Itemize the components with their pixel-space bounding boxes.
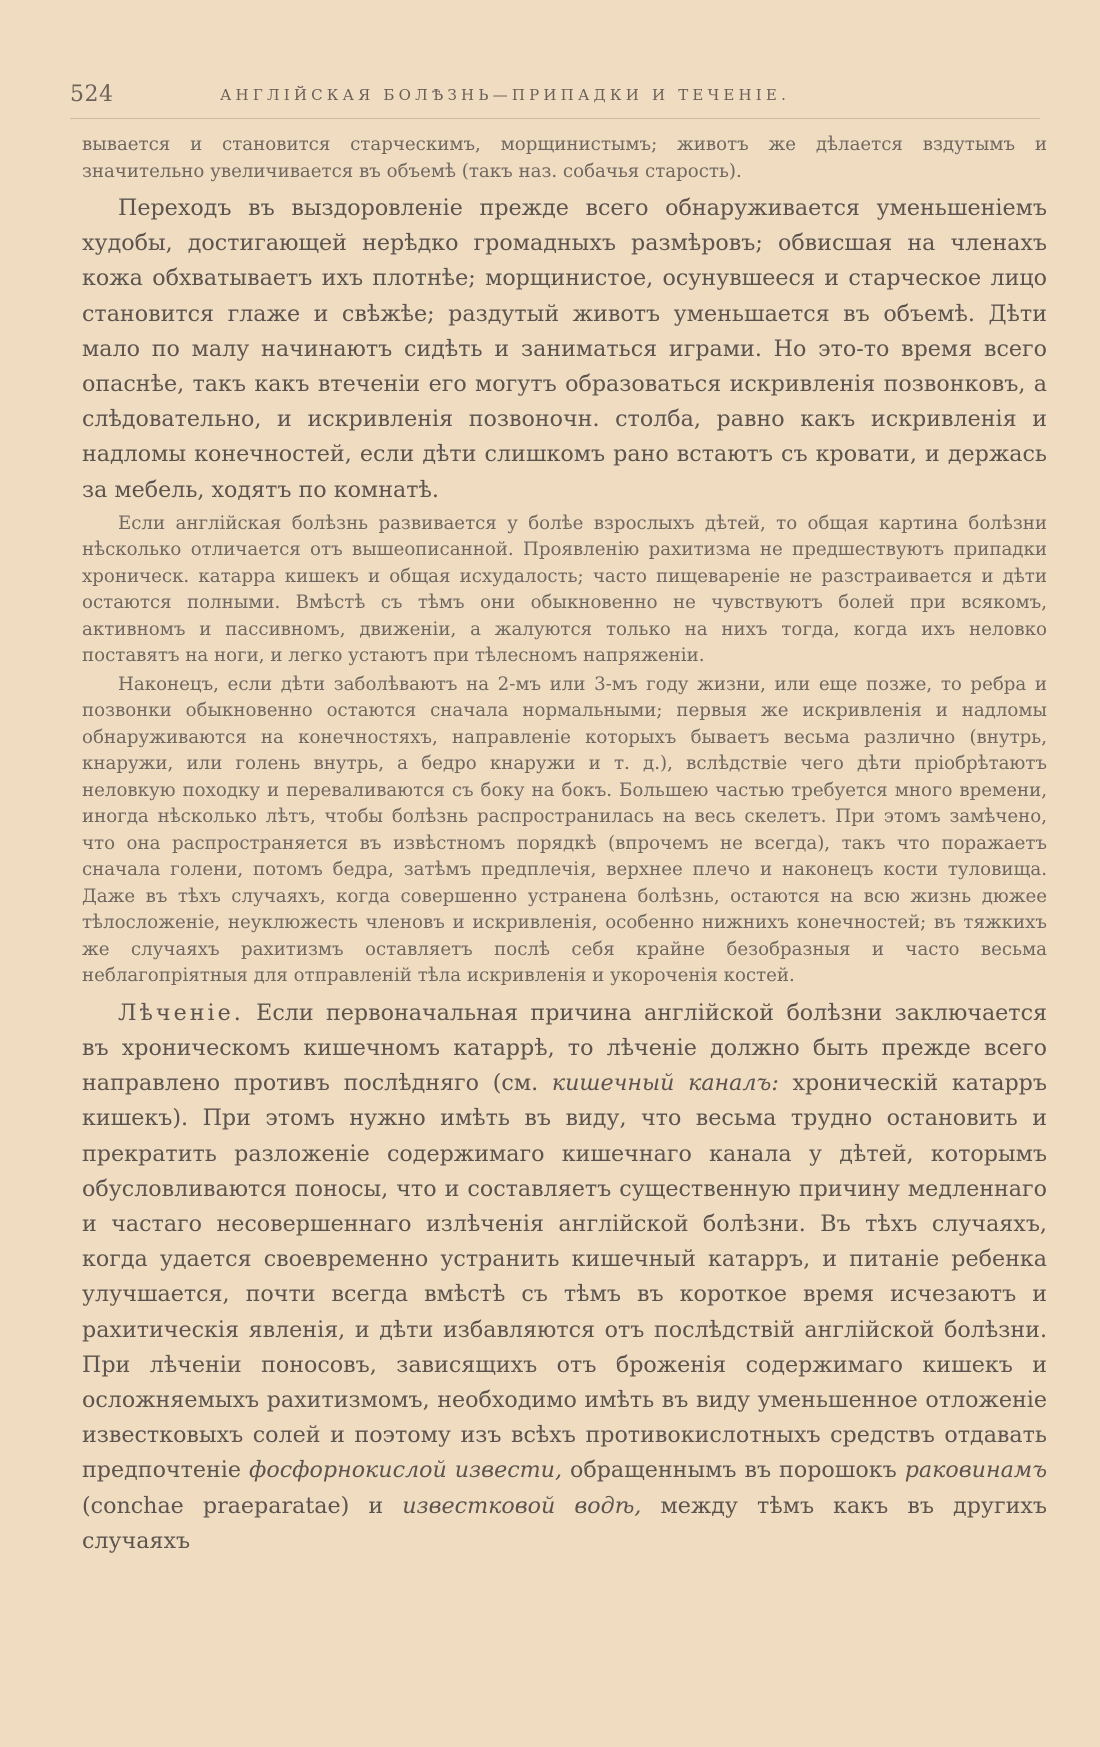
paragraph-older-children: Если англійская болѣзнь развивается у болѣе взрослыхъ дѣтей, то общая картина болѣзни нѣсколько отличается отъ вышеописанной. Проявленію рахитизма не предшествуютъ припадки хроническ. катарра кишекъ и общая исхудалость; часто пищевареніе не разстраивается и дѣти остаются полными. Вмѣстѣ съ тѣмъ они обыкновенно не чувствуютъ болей при всякомъ, активномъ и пассивномъ, движеніи, а жалуются только на нихъ тогда, когда ихъ неловко поставятъ на ноги, и легко устаютъ при тѣлесномъ напряженіи. bbox=[82, 512, 1047, 667]
page-header bbox=[70, 82, 1040, 116]
treatment-text-2: хроническій катарръ кишекъ). При этомъ нужно имѣть въ виду, что весьма трудно остановить и прекратить разложеніе содержимаго кишечнаго канала у дѣтей, которымъ обусловливаются поносы, что и составляетъ существенную причину медленнаго и частаго несовершеннаго излѣченія англійской болѣзни. Въ тѣхъ случаяхъ, когда удается своевременно устранить кишечный катарръ, и питаніе ребенка улучшается, почти всегда вмѣстѣ съ тѣмъ въ короткое время исчезаютъ и рахитическія явленія, и дѣти избавляются отъ послѣдствій англійской болѣзни. При лѣченіи поносовъ, зависящихъ отъ броженія содержимаго кишекъ и осложняемыхъ рахитизмомъ, необходимо имѣть въ виду уменьшенное отложеніе известковыхъ солей и поэтому изъ всѣхъ противокислотныхъ средствъ отдавать предпочтеніе bbox=[82, 1070, 1047, 1484]
remedy-phosphate: фосфорнокислой извести, bbox=[249, 1457, 563, 1484]
treatment-text-1: Если первоначальная причина англійской болѣзни заключается въ хроническомъ кишечномъ катаррѣ, то лѣченіе должно быть прежде всего направлено противъ послѣдняго (см. bbox=[82, 999, 1047, 1097]
running-title: АНГЛІЙСКАЯ БОЛѢЗНЬ—ПРИПАДКИ И ТЕЧЕНІЕ. bbox=[220, 86, 791, 104]
paragraph-recovery: Переходъ въ выздоровленіе прежде всего обнаруживается уменьшеніемъ худобы, достигающей нерѣдко громадныхъ размѣровъ; обвисшая на членахъ кожа обхватываетъ ихъ плотнѣе; морщинистое, осунувшееся и старческое лицо становится глаже и свѣжѣе; раздутый животъ уменьшается въ объемѣ. Дѣти мало по малу начинаютъ сидѣть и заниматься играми. Но это-то время всего опаснѣе, такъ какъ втеченіи его могутъ образоваться искривленія позвонковъ, а слѣдовательно, и искривленія позвоночн. столба, равно какъ искривленія и надломы конечностей, если дѣти слишкомъ рано встаютъ съ кровати, и держась за мебель, ходятъ по комнатѣ. bbox=[82, 195, 1047, 503]
remedy-shells: раковинамъ bbox=[904, 1457, 1047, 1484]
paragraph-continuation: вывается и становится старческимъ, морщинистымъ; животъ же дѣлается вздутымъ и значительно увеличивается въ объемѣ (такъ наз. собачья старость). bbox=[82, 134, 1047, 182]
treatment-reference: кишечный каналъ: bbox=[551, 1070, 779, 1097]
treatment-text-4: (conchae praeparatae) и bbox=[82, 1492, 403, 1519]
paragraph-late-onset: Наконецъ, если дѣти заболѣваютъ на 2-мъ или 3-мъ году жизни, или еще позже, то ребра и позвонки обыкновенно остаются сначала нормальными; первыя же искривленія и надломы обнаруживаются на конечностяхъ, направленіе которыхъ бываетъ весьма различно (внутрь, кнаружи, или голень внутрь, а бедро кнаружи и т. д.), вслѣдствіе чего дѣти пріобрѣтаютъ неловкую походку и переваливаются съ боку на бокъ. Большею частью требуется много времени, иногда нѣсколько лѣтъ, чтобы болѣзнь распространилась на весь скелетъ. При этомъ замѣчено, что она распространяется въ извѣстномъ порядкѣ (впрочемъ не всегда), такъ что поражаетъ сначала голени, потомъ бедра, затѣмъ предплечія, верхнее плечо и наконецъ кости туловища. Даже въ тѣхъ случаяхъ, когда совершенно устранена болѣзнь, остаются на всю жизнь дюжее тѣлосложеніе, неуклюжесть членовъ и искривленія, особенно нижнихъ конечностей; въ тяжкихъ же случаяхъ рахитизмъ оставляетъ послѣ себя крайне безобразныя и часто весьма неблагопріятныя для отправленій тѣла искривленія и укороченія костей. bbox=[82, 673, 1047, 987]
treatment-text-3: обращеннымъ въ порошокъ bbox=[562, 1457, 905, 1484]
remedy-lime-water: известковой водѣ, bbox=[402, 1492, 642, 1519]
header-divider bbox=[70, 118, 1040, 119]
paragraph-treatment bbox=[82, 996, 1047, 1559]
page-body bbox=[82, 132, 1047, 1559]
treatment-text-5: между тѣмъ какъ въ другихъ случаяхъ bbox=[82, 1492, 1047, 1554]
treatment-heading: Лѣченіе. bbox=[118, 999, 244, 1026]
page-number: 524 bbox=[70, 82, 114, 107]
